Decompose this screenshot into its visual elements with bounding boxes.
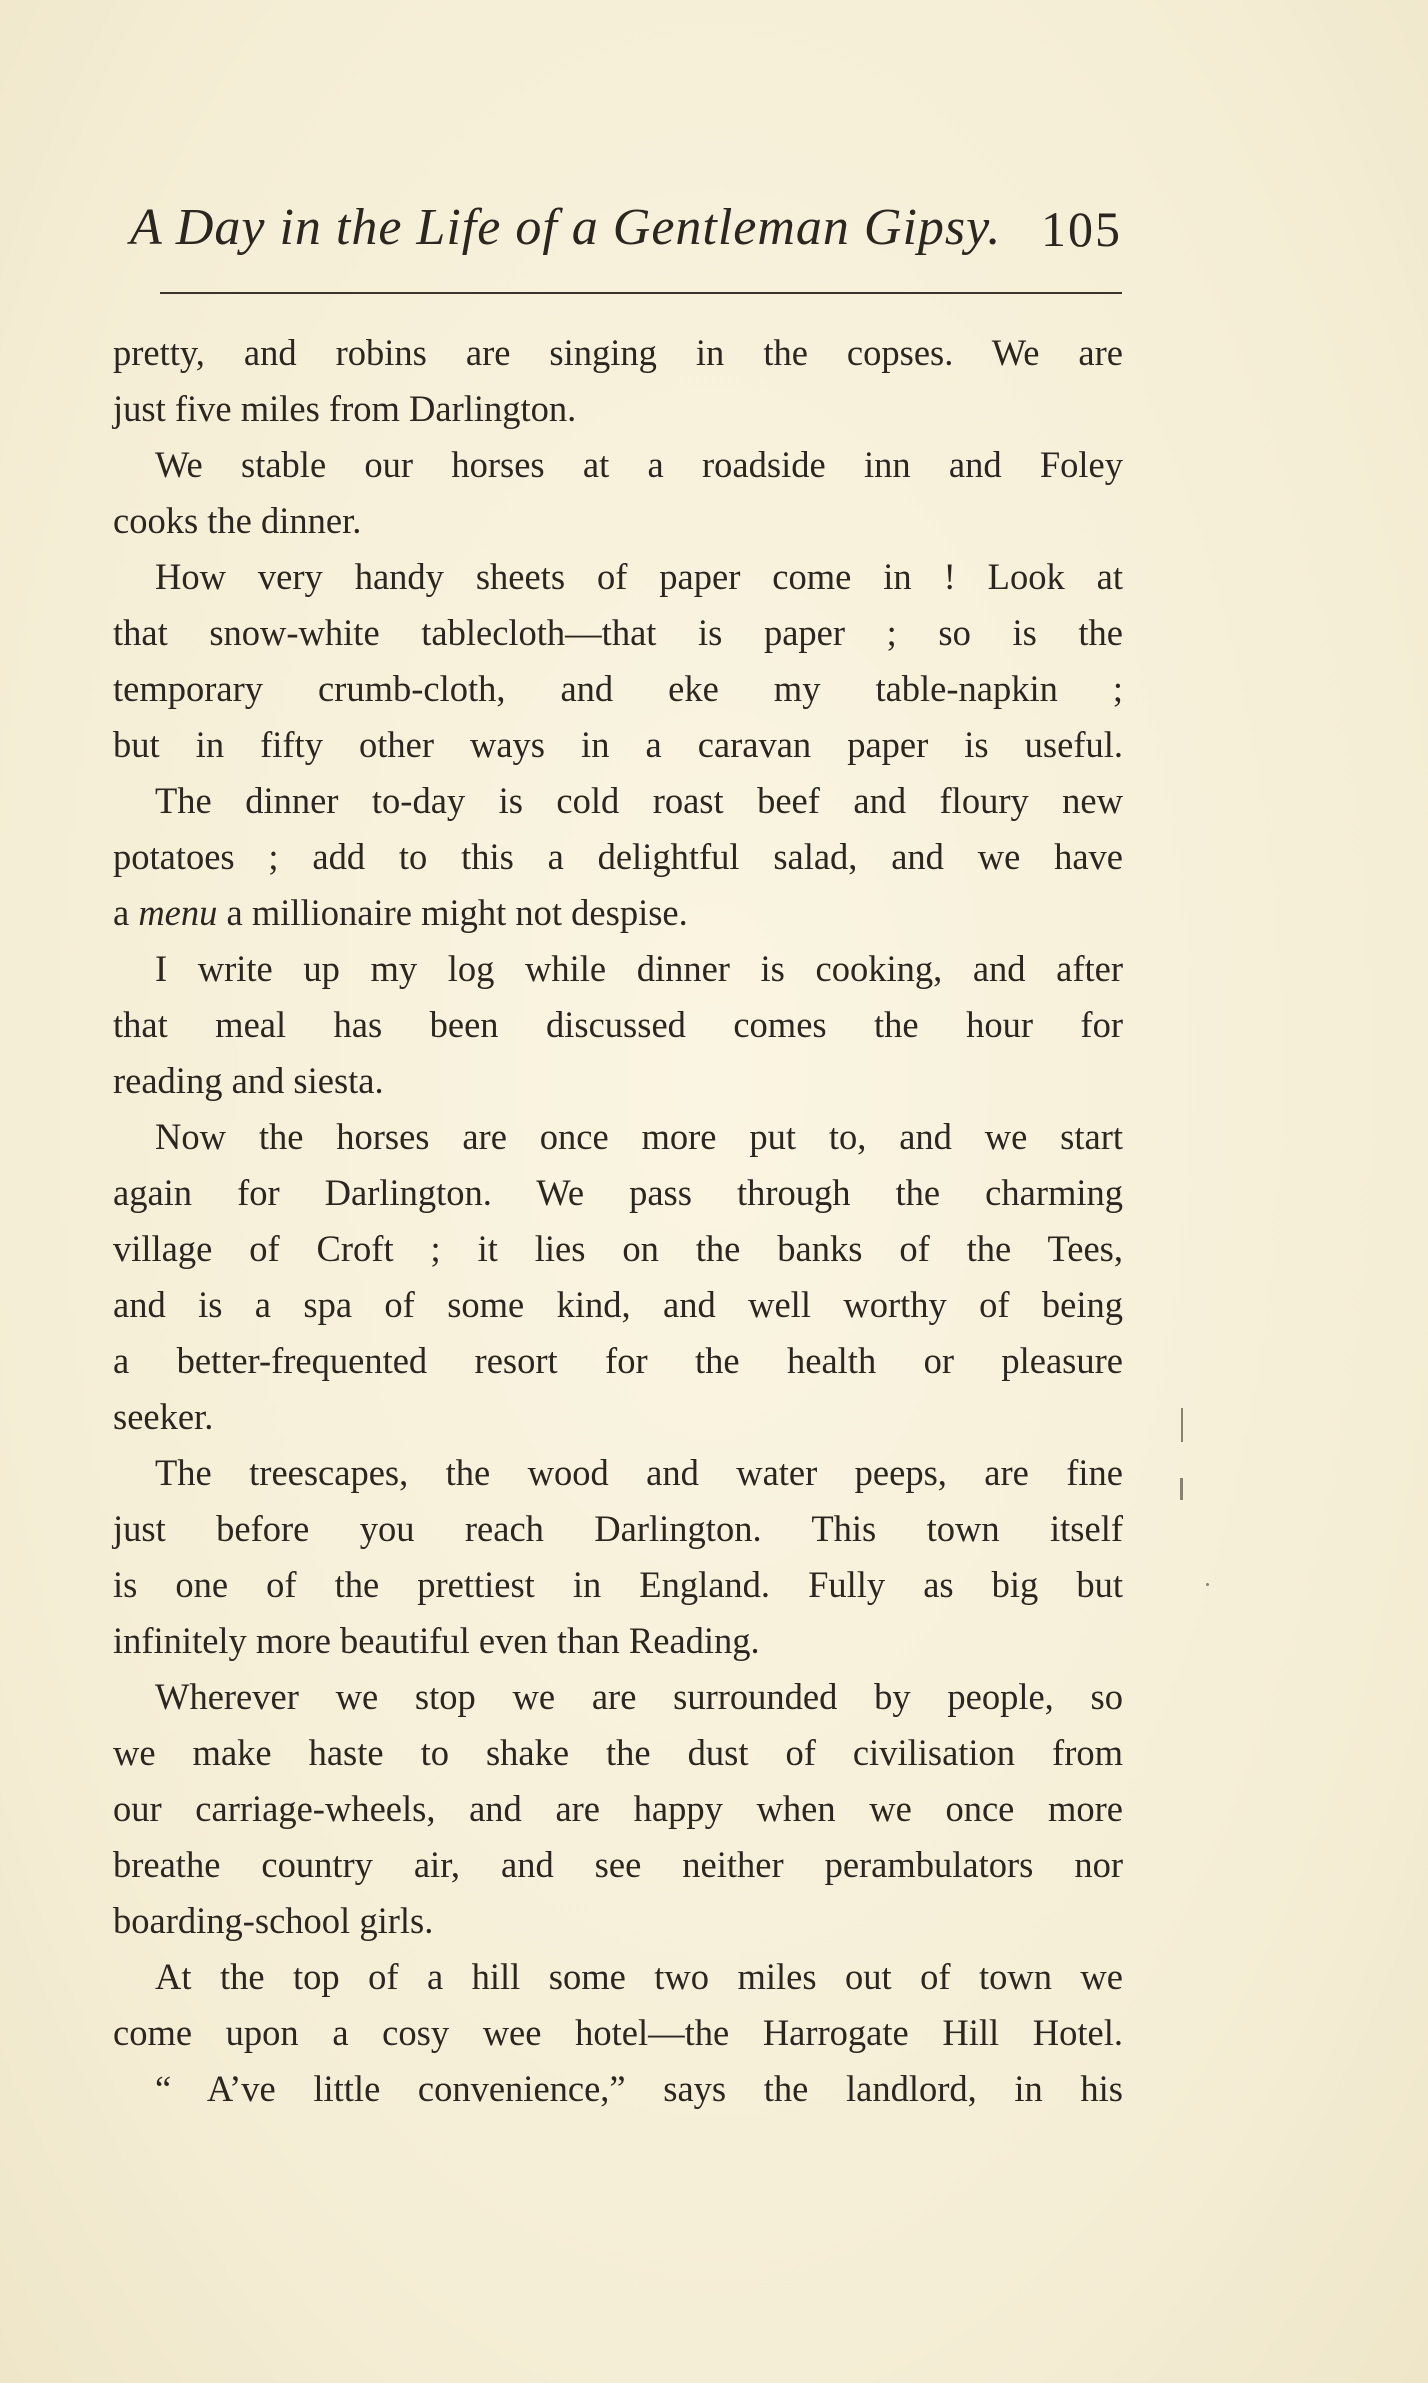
text-line: just five miles from Darlington. — [113, 388, 577, 429]
text-line: The treescapes, the wood and water peeps, are fine — [155, 1452, 1123, 1493]
text-segment: a — [113, 892, 139, 933]
text-line: we make haste to shake the dust of civilisation from — [113, 1732, 1123, 1773]
margin-mark — [1181, 1408, 1183, 1442]
running-title: A Day in the Life of a Gentleman Gipsy. — [130, 199, 1002, 256]
text-line: We stable our horses at a roadside inn and Foley — [155, 444, 1123, 485]
text-line: At the top of a hill some two miles out of town we — [155, 1956, 1123, 1997]
text-line: reading and siesta. — [113, 1060, 384, 1101]
italic-word: menu — [138, 892, 218, 933]
text-line: but in fifty other ways in a caravan paper is useful. — [113, 724, 1123, 765]
body-text — [113, 325, 1123, 2117]
page-number: 105 — [1041, 201, 1122, 257]
header-rule — [160, 292, 1122, 294]
text-segment: a millionaire might not despise. — [217, 892, 688, 933]
text-line: again for Darlington. We pass through the charming — [113, 1172, 1123, 1213]
margin-mark — [1180, 1478, 1183, 1500]
text-line: I write up my log while dinner is cooking, and after — [155, 948, 1123, 989]
text-line — [113, 885, 1123, 941]
running-head — [130, 198, 1122, 278]
text-line: Wherever we stop we are surrounded by people, so — [155, 1676, 1123, 1717]
text-line: come upon a cosy wee hotel—the Harrogate Hill Hotel. — [113, 2012, 1123, 2053]
text-line: cooks the dinner. — [113, 500, 362, 541]
text-line: seeker. — [113, 1396, 214, 1437]
text-line: infinitely more beautiful even than Reading. — [113, 1620, 760, 1661]
text-line: The dinner to-day is cold roast beef and floury new — [155, 780, 1123, 821]
text-line: and is a spa of some kind, and well worthy of being — [113, 1284, 1123, 1325]
text-line: Now the horses are once more put to, and we start — [155, 1116, 1123, 1157]
text-line: just before you reach Darlington. This town itself — [113, 1508, 1123, 1549]
text-line: boarding-school girls. — [113, 1900, 434, 1941]
text-line: temporary crumb-cloth, and eke my table-napkin ; — [113, 668, 1123, 709]
text-line: potatoes ; add to this a delightful salad, and we have — [113, 836, 1123, 877]
text-line: that snow-white tablecloth—that is paper ; so is the — [113, 612, 1123, 653]
text-line: a better-frequented resort for the health or pleasure — [113, 1340, 1123, 1381]
margin-mark — [1206, 1583, 1209, 1586]
text-line: How very handy sheets of paper come in ! Look at — [155, 556, 1123, 597]
text-line: our carriage-wheels, and are happy when we once more — [113, 1788, 1123, 1829]
text-line: that meal has been discussed comes the hour for — [113, 1004, 1123, 1045]
text-line: is one of the prettiest in England. Fully as big but — [113, 1564, 1123, 1605]
text-line: breathe country air, and see neither perambulators nor — [113, 1844, 1123, 1885]
text-line: pretty, and robins are singing in the copses. We are — [113, 332, 1123, 373]
text-line: village of Croft ; it lies on the banks of the Tees, — [113, 1228, 1123, 1269]
text-line: “ A’ve little convenience,” says the landlord, in his — [155, 2068, 1123, 2109]
